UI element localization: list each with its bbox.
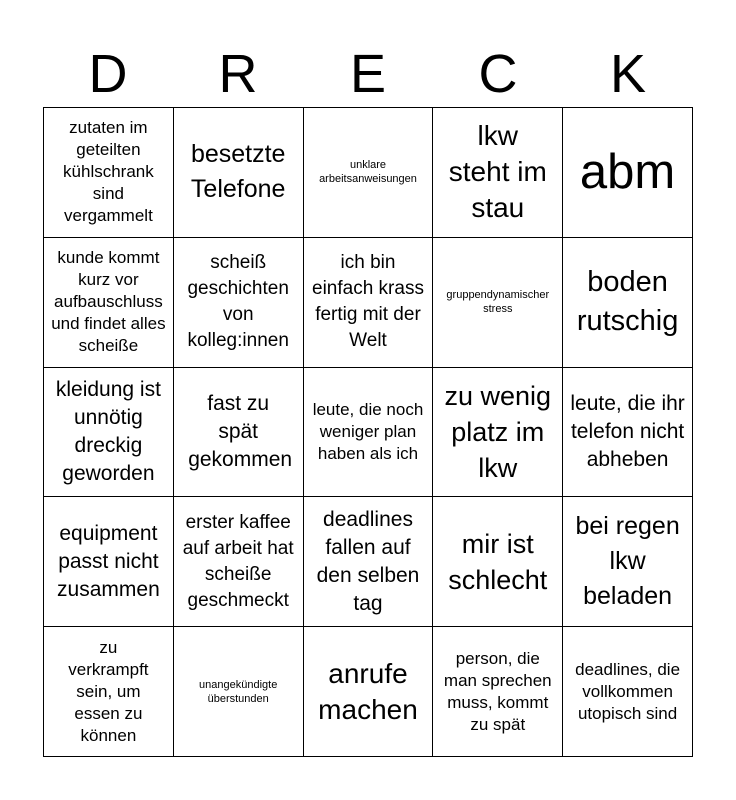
bingo-cell[interactable] [563, 627, 693, 757]
cell-text: kunde kommt kurz vor aufbauschluss und findet alles scheiße [51, 248, 166, 356]
bingo-cell[interactable] [174, 108, 304, 238]
cell-text: anrufe machen [318, 657, 418, 725]
cell-text: erster kaffee auf arbeit hat scheiße geschmeckt [182, 511, 294, 611]
cell-text: boden rutschig [576, 266, 679, 338]
bingo-cell[interactable] [304, 497, 434, 627]
cell-text: zu verkrampft sein, um essen zu können [68, 637, 149, 745]
header-letter-d: D [88, 44, 128, 104]
bingo-cell[interactable] [433, 108, 563, 238]
bingo-cell[interactable] [174, 627, 304, 757]
cell-text: scheiß geschichten von kolleg:innen [187, 252, 289, 352]
bingo-cell[interactable] [174, 368, 304, 498]
cell-text: zutaten im geteilten kühlschrank sind vergammelt [63, 118, 154, 226]
bingo-cell[interactable] [174, 238, 304, 368]
bingo-cell[interactable] [563, 497, 693, 627]
cell-text: leute, die noch weniger plan haben als ich [312, 399, 424, 463]
cell-text: fast zu spät gekommen [188, 391, 293, 471]
cell-text: kleidung ist unnötig dreckig geworden [55, 377, 161, 485]
bingo-cell[interactable] [304, 627, 434, 757]
header-letter-k: K [609, 44, 647, 104]
bingo-header [43, 40, 693, 108]
bingo-cell[interactable] [433, 627, 563, 757]
cell-text: gruppendynamischer stress [446, 289, 550, 316]
bingo-cell[interactable] [304, 238, 434, 368]
header-letter-e: E [349, 44, 387, 104]
cell-text: besetzte Telefone [190, 140, 286, 204]
header-letter-r: R [218, 44, 258, 104]
cell-text: abm [579, 145, 676, 200]
cell-text: mir ist schlecht [448, 528, 548, 595]
cell-text: leute, die ihr telefon nicht abheben [570, 391, 685, 471]
bingo-cell[interactable] [44, 368, 174, 498]
bingo-cell[interactable] [563, 238, 693, 368]
cell-text: lkw steht im stau [448, 120, 547, 224]
bingo-cell[interactable] [433, 497, 563, 627]
header-letter-c: C [478, 44, 518, 104]
cell-text: deadlines fallen auf den selben tag [316, 507, 420, 615]
bingo-cell[interactable] [174, 497, 304, 627]
cell-text: person, die man sprechen muss, kommt zu spät [443, 648, 552, 734]
cell-text: deadlines, die vollkommen utopisch sind [575, 659, 681, 723]
bingo-cell[interactable] [433, 238, 563, 368]
bingo-cell[interactable] [563, 368, 693, 498]
cell-text: unklare arbeitsanweisungen [319, 159, 417, 186]
bingo-cell[interactable] [44, 497, 174, 627]
bingo-cell[interactable] [44, 108, 174, 238]
bingo-cell[interactable] [563, 108, 693, 238]
cell-text: bei regen lkw beladen [575, 512, 680, 611]
cell-text: unangekündigte überstunden [199, 678, 278, 705]
bingo-cell[interactable] [304, 108, 434, 238]
bingo-cell[interactable] [44, 627, 174, 757]
bingo-grid [43, 107, 693, 757]
cell-text: ich bin einfach krass fertig mit der Welt [312, 252, 424, 352]
bingo-cell[interactable] [304, 368, 434, 498]
bingo-cell[interactable] [433, 368, 563, 498]
cell-text: zu wenig platz im lkw [444, 380, 552, 483]
cell-text: equipment passt nicht zusammen [57, 521, 160, 601]
bingo-cell[interactable] [44, 238, 174, 368]
